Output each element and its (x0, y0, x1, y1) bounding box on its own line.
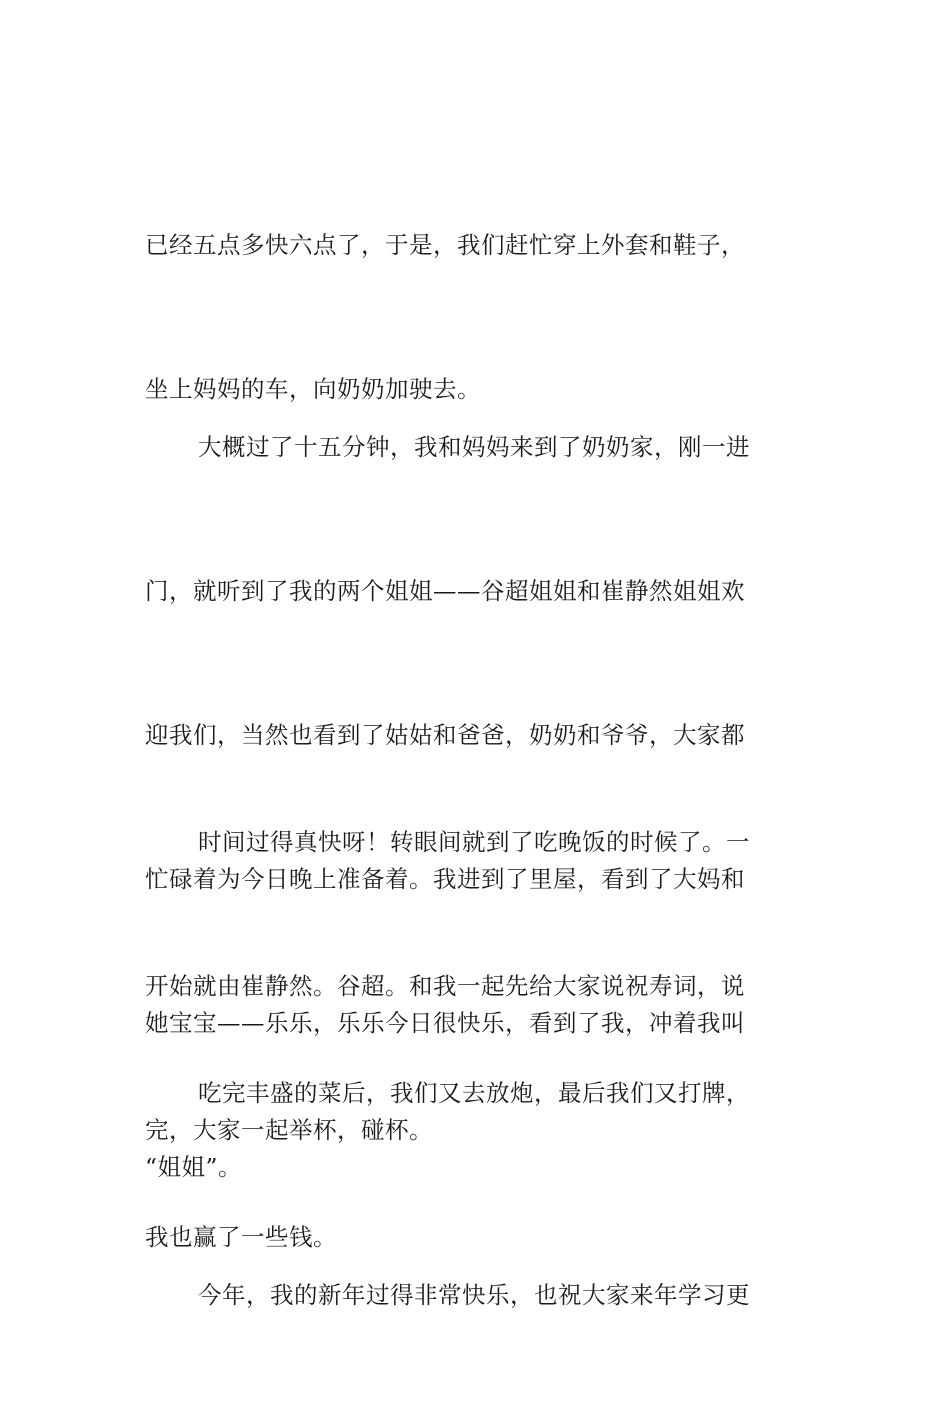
text-line: 已经五点多快六点了，于是，我们赶忙穿上外套和鞋子， (145, 231, 745, 259)
text-line: 吃完丰盛的菜后，我们又去放炮，最后我们又打牌， (198, 1079, 750, 1107)
paragraph-5 (145, 1175, 810, 1415)
text-line: 我也赢了一些钱。 (145, 1223, 337, 1251)
text-line: 开始就由崔静然。谷超。和我一起先给大家说祝寿词，说 (145, 972, 745, 1000)
text-line: 坐上妈妈的车，向奶奶加驶去。 (145, 375, 481, 403)
text-line: 门，就听到了我的两个姐姐——谷超姐姐和崔静然姐姐欢 (145, 577, 745, 605)
text-line: 迎我们，当然也看到了姑姑和爸爸，奶奶和爷爷，大家都 (145, 721, 745, 749)
text-line: 忙碌着为今日晚上准备着。我进到了里屋，看到了大妈和 (145, 865, 745, 893)
text-line: 大概过了十五分钟，我和妈妈来到了奶奶家，刚一进 (198, 433, 750, 461)
text-line: 完，大家一起举杯，碰杯。 (145, 1116, 433, 1144)
text-line: 她宝宝——乐乐，乐乐今日很快乐，看到了我，冲着我叫 (145, 1009, 745, 1037)
text-line: 今年，我的新年过得非常快乐，也祝大家来年学习更 (198, 1281, 750, 1309)
text-line: 时间过得真快呀！转眼间就到了吃晚饭的时候了。一 (198, 828, 750, 856)
text-line: “姐姐”。 (145, 1153, 243, 1181)
